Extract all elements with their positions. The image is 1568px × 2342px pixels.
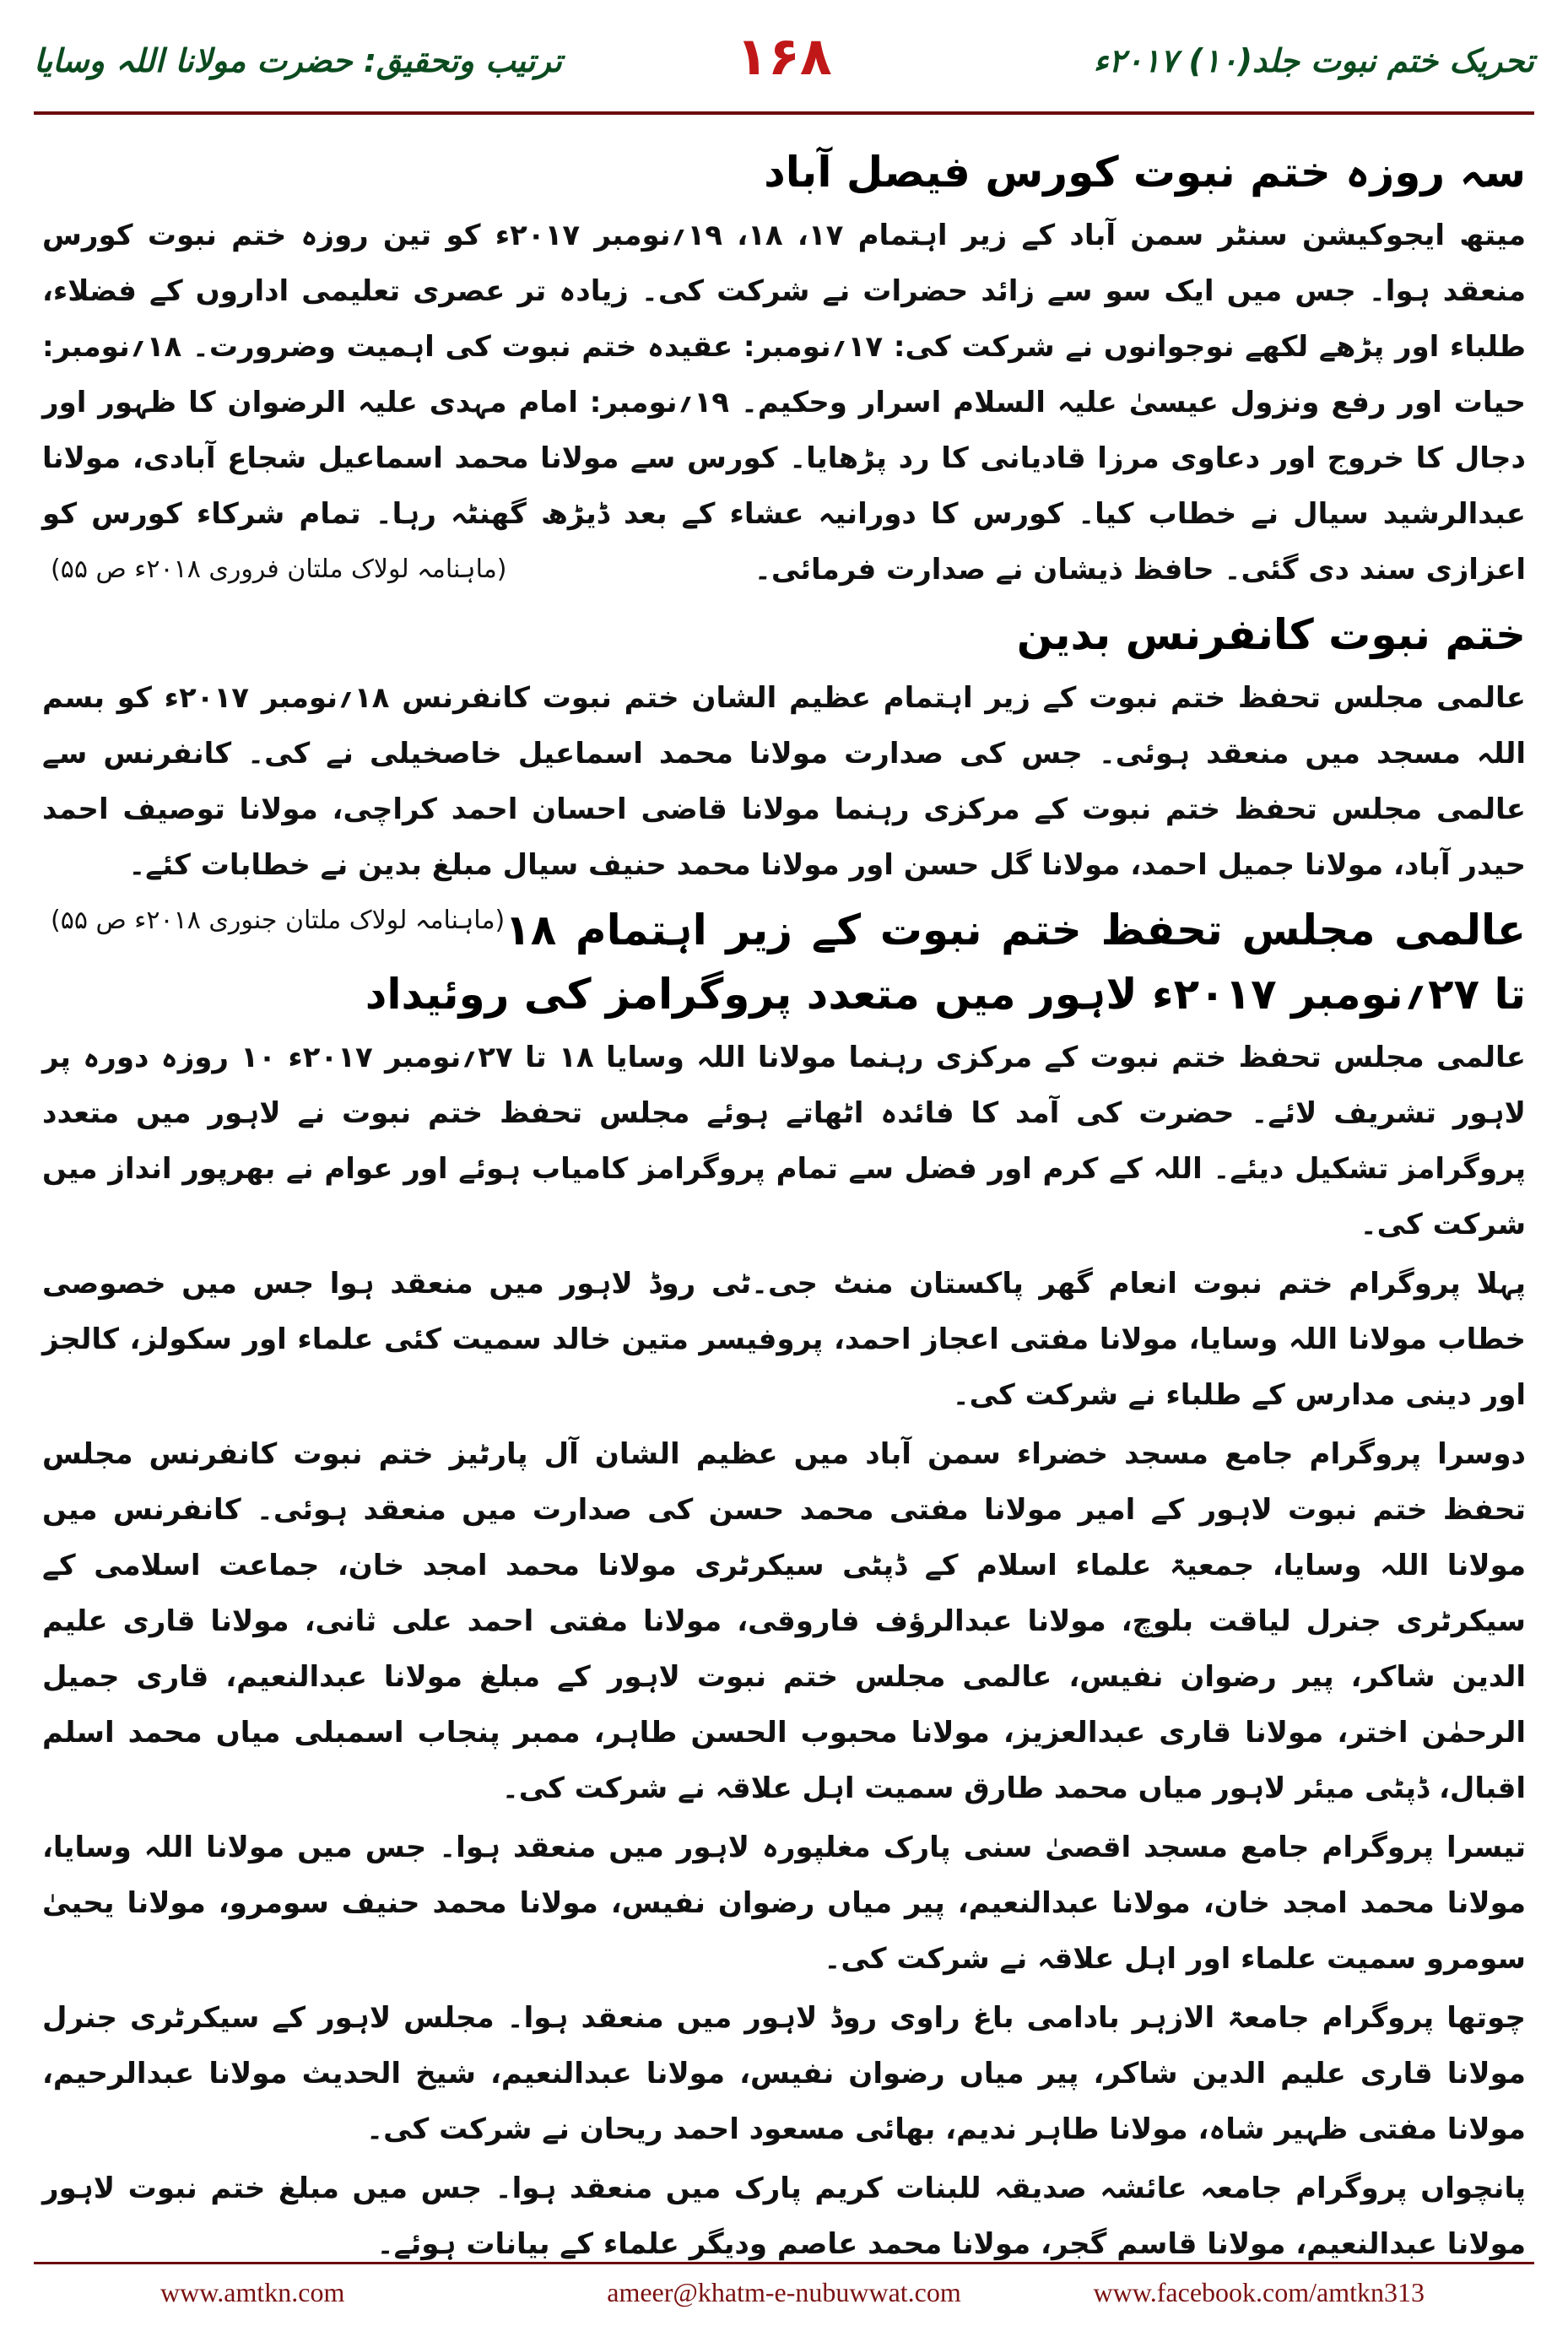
paragraph — [42, 1030, 1526, 1252]
paragraph-text: تیسرا پروگرام جامع مسجد اقصیٰ سنی پارک مغلپورہ لاہور میں منعقد ہوا۔ جس میں مولانا اللہ وسایا، مولانا محمد امجد خان، مولانا عبدالنعیم، پیر میاں رضوان نفیس، مولانا محمد حنیف سومرو، مولانا یحییٰ سومرو سمیت علماء اور اہل علاقہ نے شرکت کی۔ — [42, 1831, 1526, 1976]
paragraph-text: چوتھا پروگرام جامعۃ الازہر بادامی باغ راوی روڈ لاہور میں منعقد ہوا۔ مجلس لاہور کے سیکرٹری جنرل مولانا قاری علیم الدین شاکر، پیر میاں رضوان نفیس، مولانا عبدالنعیم، شیخ الحدیث مولانا عبدالرحیم، مولانا مفتی ظہیر شاہ، مولانا طاہر ندیم، بھائی مسعود احمد ریحان نے شرکت کی۔ — [42, 2001, 1526, 2146]
page-footer — [34, 2274, 1534, 2324]
header-divider — [34, 111, 1534, 115]
paragraph — [42, 1426, 1526, 1816]
paragraph-text: عالمی مجلس تحفظ ختم نبوت کے زیر اہتمام عظیم الشان ختم نبوت کانفرنس ۱۸؍نومبر ۲۰۱۷ء کو بسم اللہ مسجد میں منعقد ہوئی۔ جس کی صدارت مولانا محمد اسماعیل خاصخیلی نے کی۔ کانفرنس سے عالمی مجلس تحفظ ختم نبوت کے مرکزی رہنما مولانا قاضی احسان احمد کراچی، مولانا توصیف احمد حیدر آباد، مولانا جمیل احمد، مولانا گل حسن اور مولانا محمد حنیف سیال مبلغ بدین نے خطابات کئے۔ — [42, 681, 1526, 882]
website-link[interactable]: www.amtkn.com — [160, 2277, 345, 2307]
paragraph — [42, 1256, 1526, 1423]
paragraph-text: پہلا پروگرام ختم نبوت انعام گھر پاکستان منٹ جی۔ٹی روڈ لاہور میں منعقد ہوا جس میں خصوصی خطاب مولانا اللہ وسایا، مولانا مفتی اعجاز احمد، پروفیسر متین خالد سمیت کئی علماء اور سکولز، کالجز اور دینی مدارس کے طلباء نے شرکت کی۔ — [42, 1267, 1526, 1412]
source-reference: (ماہنامہ لولاک ملتان جنوری ۲۰۱۸ء ص ۵۵) — [51, 906, 506, 935]
header-book-title: تحریک ختم نبوت جلد(۱۰) ۲۰۱۷ء — [1093, 42, 1534, 79]
page-number: ۱۶۸ — [736, 25, 832, 87]
page-header — [34, 17, 1534, 110]
section-heading: عالمی مجلس تحفظ ختم نبوت کے زیر اہتمام ۱۸ تا ۲۷؍نومبر ۲۰۱۷ء لاہور میں متعدد پروگرامز کی روئیداد — [365, 906, 1526, 1019]
paragraph — [42, 1990, 1526, 2157]
paragraph — [42, 670, 1526, 935]
section-heading: ختم نبوت کانفرنس بدین — [1016, 610, 1526, 659]
paragraph-text: دوسرا پروگرام جامع مسجد خضراء سمن آباد میں عظیم الشان آل پارٹیز ختم نبوت کانفرنس مجلس تحفظ ختم نبوت لاہور کے امیر مولانا مفتی محمد حسن کی صدارت میں منعقد ہوئی۔ کانفرنس میں مولانا اللہ وسایا، جمعیۃ علماء اسلام کے ڈپٹی سیکرٹری مولانا محمد امجد خان، جماعت اسلامی کے سیکرٹری جنرل لیاقت بلوچ، مولانا عبدالرؤف فاروقی، مولانا مفتی احمد علی ثانی، مولانا قاری علیم الدین شاکر، پیر رضوان نفیس، عالمی مجلس ختم نبوت لاہور کے مبلغ مولانا عبدالنعیم، قاری جمیل الرحمٰن اختر، مولانا قاری عبدالعزیز، مولانا محبوب الحسن طاہر، ممبر پنجاب اسمبلی میاں محمد اسلم اقبال، ڈپٹی میئر لاہور میاں محمد طارق سمیت اہل علاقہ نے شرکت کی۔ — [42, 1437, 1526, 1805]
paragraph — [42, 1820, 1526, 1987]
email-link[interactable]: ameer@khatm-e-nubuwwat.com — [607, 2277, 961, 2307]
paragraph-text: عالمی مجلس تحفظ ختم نبوت کے مرکزی رہنما مولانا اللہ وسایا ۱۸ تا ۲۷؍نومبر ۲۰۱۷ء ۱۰ روزہ دورہ پر لاہور تشریف لائے۔ حضرت کی آمد کا فائدہ اٹھاتے ہوئے مجلس تحفظ ختم نبوت نے لاہور میں متعدد پروگرامز تشکیل دیئے۔ اللہ کے کرم اور فضل سے تمام پروگرامز کامیاب ہوئے اور عوام نے بھرپور انداز میں شرکت کی۔ — [42, 1041, 1527, 1241]
paragraph-text: پانچواں پروگرام جامعہ عائشہ صدیقہ للبنات کریم پارک میں منعقد ہوا۔ جس میں مبلغ ختم نبوت لاہور مولانا عبدالنعیم، مولانا قاسم گجر، مولانا محمد عاصم ودیگر علماء کے بیانات ہوئے۔ — [42, 2172, 1526, 2261]
paragraph — [42, 2161, 1526, 2272]
article-body — [42, 135, 1526, 2275]
facebook-link[interactable]: www.facebook.com/amtkn313 — [1093, 2277, 1425, 2307]
paragraph-text: میتھ ایجوکیشن سنٹر سمن آباد کے زیر اہتمام ۱۷، ۱۸، ۱۹؍نومبر ۲۰۱۷ء کو تین روزہ ختم نبوت کورس منعقد ہوا۔ جس میں ایک سو سے زائد حضرات نے شرکت کی۔ زیادہ تر عصری تعلیمی اداروں کے فضلاء، طلباء اور پڑھے لکھے نوجوانوں نے شرکت کی: ۱۷؍نومبر: عقیدہ ختم نبوت کی اہمیت وضرورت۔ ۱۸؍نومبر: حیات اور رفع ونزول عیسیٰ علیہ السلام اسرار وحکیم۔ ۱۹؍نومبر: امام مہدی علیہ الرضوان کا ظہور اور دجال کا خروج اور دعاوی مرزا قادیانی کا رد پڑھایا۔ کورس سے مولانا محمد اسماعیل شجاع آبادی، مولانا عبدالرشید سیال نے خطاب کیا۔ کورس کا دورانیہ عشاء کے بعد ڈیڑھ گھنٹہ رہا۔ تمام شرکاء کورس کو اعزازی سند دی گئی۔ حافظ ذیشان نے صدارت فرمائی۔ — [42, 219, 1527, 587]
footer-divider — [34, 2262, 1534, 2264]
section-heading: سہ روزہ ختم نبوت کورس فیصل آباد — [764, 148, 1526, 197]
paragraph — [42, 208, 1526, 598]
source-reference: (ماہنامہ لولاک ملتان فروری ۲۰۱۸ء ص ۵۵) — [51, 554, 507, 584]
header-compiler: ترتیب وتحقیق: حضرت مولانا اللہ وسایا — [34, 42, 562, 79]
